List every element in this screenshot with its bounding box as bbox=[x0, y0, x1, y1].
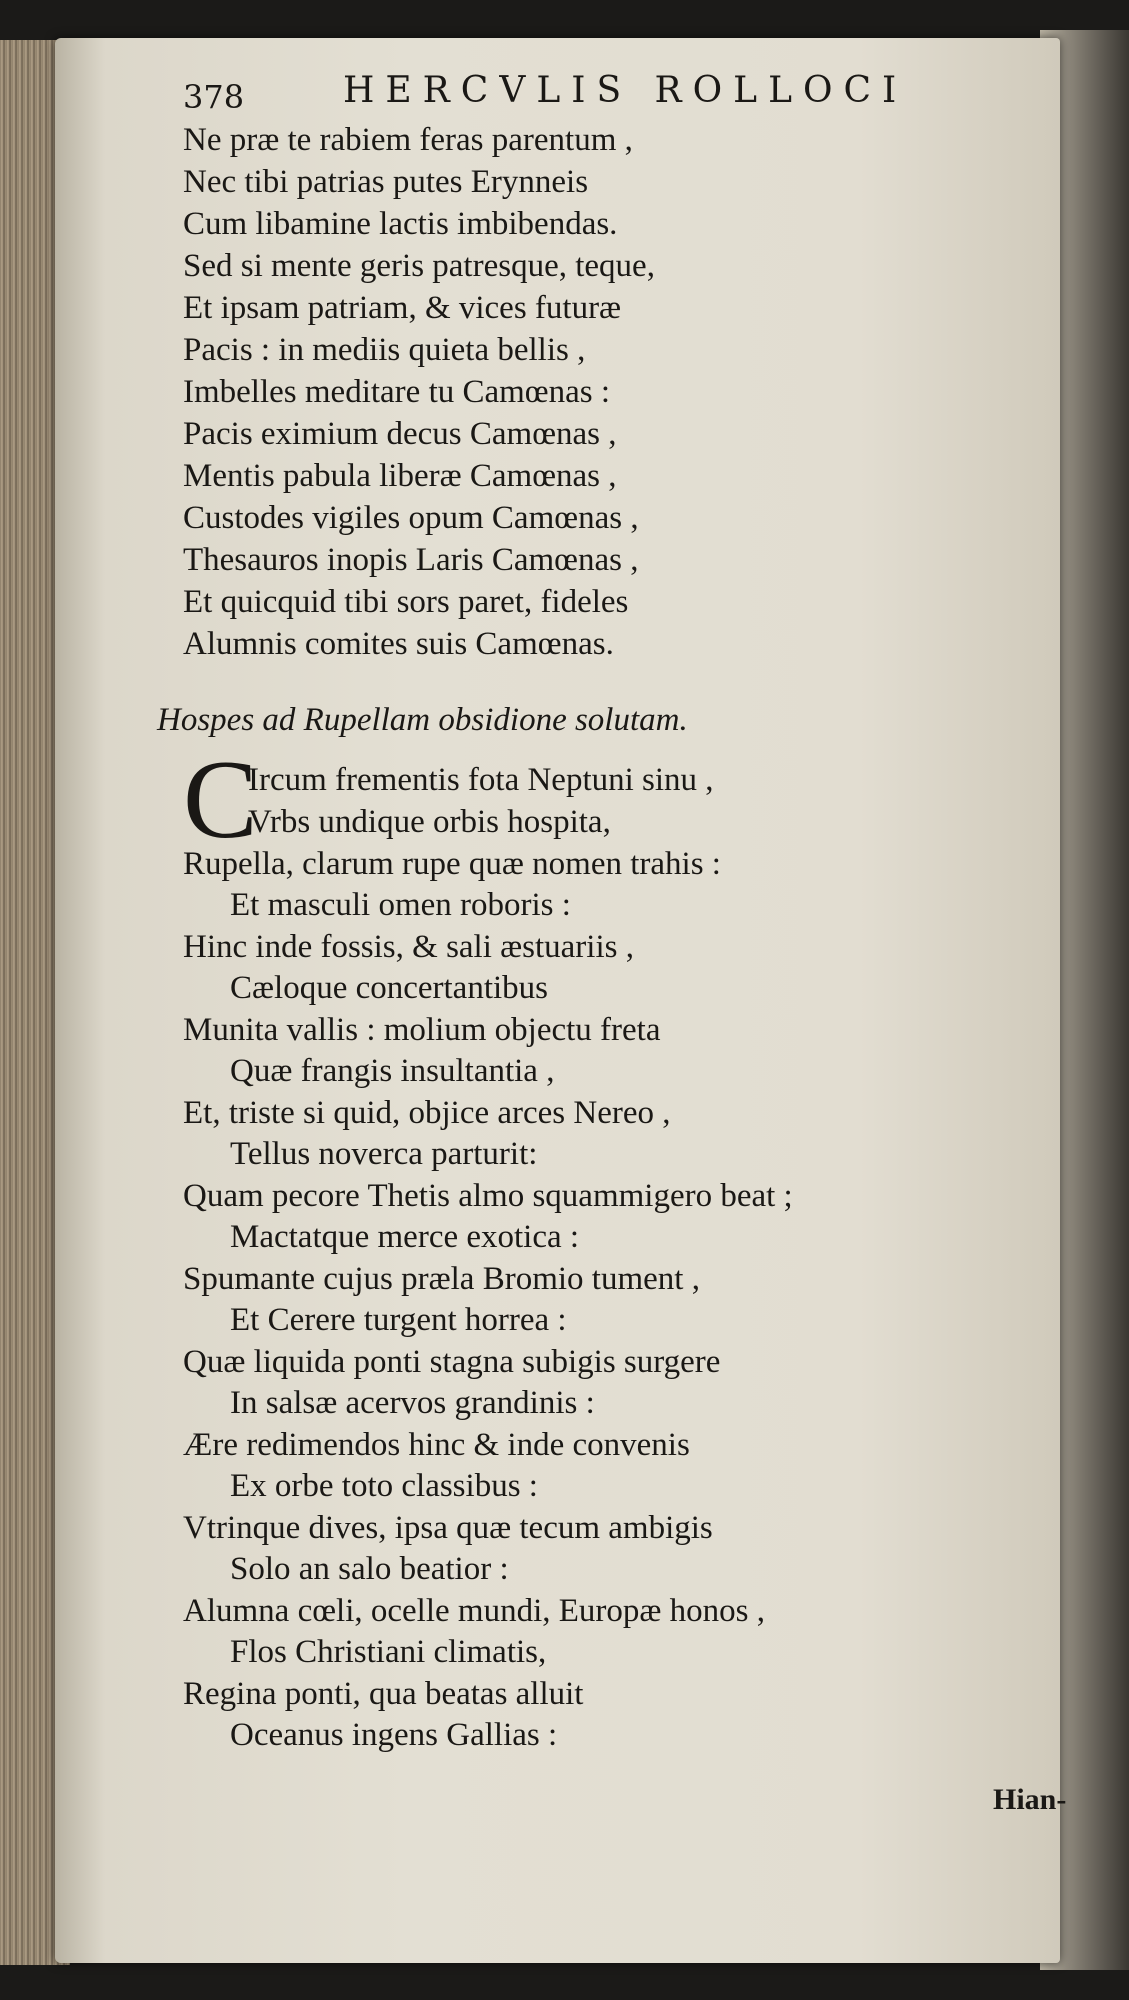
poem-line: Et, triste si quid, objice arces Nereo , bbox=[183, 1095, 671, 1131]
poem-line: Ære redimendos hinc & inde convenis bbox=[183, 1427, 690, 1463]
page-number: 378 bbox=[183, 78, 245, 116]
poem-line: Regina ponti, qua beatas alluit bbox=[183, 1676, 584, 1712]
poem-line: Cum libamine lactis imbibendas. bbox=[183, 206, 618, 242]
poem-line: Cæloque concertantibus bbox=[230, 970, 549, 1006]
poem-line: Flos Christiani climatis, bbox=[230, 1634, 547, 1670]
poem-line: Mentis pabula liberæ Camœnas , bbox=[183, 458, 617, 494]
catchword: Hian- bbox=[993, 1783, 1067, 1816]
poem-line: Alumna cœli, ocelle mundi, Europæ honos , bbox=[183, 1593, 765, 1629]
poem-line: Quam pecore Thetis almo squammigero beat ; bbox=[183, 1178, 793, 1214]
poem-line: Pacis eximium decus Camœnas , bbox=[183, 416, 617, 452]
poem-line: Et quicquid tibi sors paret, fideles bbox=[183, 584, 629, 620]
poem-line: Thesauros inopis Laris Camœnas , bbox=[183, 542, 639, 578]
poem-line: Rupella, clarum rupe quæ nomen trahis : bbox=[183, 846, 721, 882]
poem-line: Vrbs undique orbis hospita, bbox=[248, 804, 611, 840]
poem-line: Oceanus ingens Gallias : bbox=[230, 1717, 558, 1753]
poem-line: Pacis : in mediis quieta bellis , bbox=[183, 332, 586, 368]
poem-line: Et masculi omen roboris : bbox=[230, 887, 571, 923]
poem-line: Quæ liquida ponti stagna subigis surgere bbox=[183, 1344, 721, 1380]
poem-line: Solo an salo beatior : bbox=[230, 1551, 509, 1587]
poem-line: Et Cerere turgent horrea : bbox=[230, 1302, 567, 1338]
poem-line: Spumante cujus præla Bromio tument , bbox=[183, 1261, 700, 1297]
poem-title: Hospes ad Rupellam obsidione solutam. bbox=[157, 702, 688, 738]
poem-line: Tellus noverca parturit: bbox=[230, 1136, 538, 1172]
header-author: HERCVLIS ROLLOCI bbox=[343, 70, 908, 111]
poem-line: In salsæ acervos grandinis : bbox=[230, 1385, 595, 1421]
poem-line-first: Ircum frementis fota Neptuni sinu , bbox=[248, 762, 714, 798]
poem-line: Sed si mente geris patresque, teque, bbox=[183, 248, 655, 284]
poem-line: Ex orbe toto classibus : bbox=[230, 1468, 538, 1504]
poem-line: Vtrinque dives, ipsa quæ tecum ambigis bbox=[183, 1510, 713, 1546]
poem-line: Quæ frangis insultantia , bbox=[230, 1053, 555, 1089]
poem-line: Nec tibi patrias putes Erynneis bbox=[183, 164, 589, 200]
poem-line: Et ipsam patriam, & vices futuræ bbox=[183, 290, 622, 326]
drop-cap: C bbox=[183, 738, 258, 862]
poem-line: Custodes vigiles opum Camœnas , bbox=[183, 500, 639, 536]
poem-line: Mactatque merce exotica : bbox=[230, 1219, 580, 1255]
poem-line: Alumnis comites suis Camœnas. bbox=[183, 626, 614, 662]
poem-line: Ne præ te rabiem feras parentum , bbox=[183, 122, 633, 158]
poem-line: Imbelles meditare tu Camœnas : bbox=[183, 374, 611, 410]
poem-line: Hinc inde fossis, & sali æstuariis , bbox=[183, 929, 634, 965]
poem-line: Munita vallis : molium objectu freta bbox=[183, 1012, 661, 1048]
running-head bbox=[183, 70, 928, 120]
